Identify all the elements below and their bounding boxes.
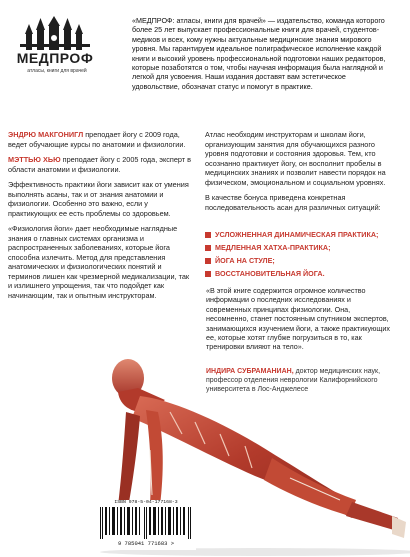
- bullet-square-icon: [205, 232, 211, 238]
- bullet-square-icon: [205, 271, 211, 277]
- top-band: [0, 0, 410, 120]
- review-author-title: доктор медицинских наук, профессор отделения неврологии Калифорнийского университета в Лос-Анджелесе: [206, 368, 381, 393]
- isbn-barcode: [96, 500, 196, 550]
- author-2-bio: преподает йогу с 2005 года, эксперт в области анатомии и физиологии.: [8, 155, 192, 174]
- bullet-square-icon: [205, 245, 211, 251]
- author-1: [8, 130, 195, 149]
- barcode-digits: 9 785041 771683 >: [117, 540, 175, 547]
- right-paragraph-1: Атлас необходим инструкторам и школам йоги, организующим занятия для обучающихся разного уровня подготовки и состояния здоровья. Тем, кто осознанно практикует йогу, он восполнит пробелы в медицинских знаниях и позволит навести порядок на физическом, эмоциональном и социальном уровнях.: [205, 130, 386, 187]
- practice-item: [205, 230, 387, 239]
- practice-list: [205, 230, 387, 282]
- practice-item: [205, 269, 387, 278]
- publisher-description: «МЕДПРОФ: атласы, книги для врачей» — издательство, команда которого более 25 лет выпускает профессиональные книги для врачей, студентов-медиков и всех, кому нужны актуальные медицинские знания мирового уровня. Мы гарантируем идеальное полиграфическое исполнение каждой книги и высокий уровень профессиональной подготовки наших редакторов, которые позаботятся о том, чтобы научная информация была наглядной и легкой для усвоения. Наши издания доставят вам эстетическое удовольствие, обозначат статус и помогут в практике.: [132, 16, 386, 91]
- author-2: [8, 155, 195, 174]
- publisher-logo: [12, 16, 98, 94]
- review-quote: «В этой книге содержится огромное количество информации о последних исследованиях и современных принципах физиологии. Она, несомненно, станет постоянным спутником экспертов, занимающихся изучением йоги, а также практикующих ее, которые хотят глубже погрузиться в то, как тренировки влияют на тело».: [206, 286, 390, 352]
- bullet-square-icon: [205, 258, 211, 264]
- left-paragraph-3: Эффективность практики йоги зависит как от умения выполнять асаны, так и от знания анатомии и физиологии. Особенно это важно, если у практикующих ее есть проблемы со здоровьем.: [8, 180, 189, 218]
- author-1-bio: преподает йогу с 2009 года, ведет обучающие курсы по анатомии и физиологии.: [8, 130, 186, 149]
- logo-tagline: атласы, книги для врачей: [27, 68, 87, 74]
- author-2-name: МЭТТЬЮ ХЬЮ: [8, 155, 61, 164]
- practice-item: [205, 256, 387, 265]
- logo-brand: МЕДПРОФ: [16, 50, 94, 66]
- practice-label: МЕДЛЕННАЯ ХАТХА-ПРАКТИКА;: [215, 243, 331, 252]
- isbn-number: ISBN 978-5-04-177168-3: [114, 500, 178, 505]
- author-1-name: ЭНДРЮ МАКГОНИГЛ: [8, 130, 84, 139]
- practice-label: ВОССТАНОВИТЕЛЬНАЯ ЙОГА.: [215, 269, 325, 278]
- left-column: [8, 130, 195, 306]
- right-paragraph-2: В качестве бонуса приведена конкретная последовательность асан для различных ситуаций:: [205, 193, 381, 212]
- anatomy-figure-illustration: [0, 330, 410, 557]
- kremlin-towers-icon: [20, 16, 90, 50]
- practice-item: [205, 243, 387, 252]
- left-paragraph-4: «Физиология йоги» дает необходимые наглядные знания о главных системах организма и распространенных заболеваниях, которые йога способна излечить. Метод для представления анатомических и физиологических понятий и терминов лишен как чрезмерной медикализации, так и излишнего упрощения, так что подойдет как начинающим, так и опытным инструкторам.: [8, 224, 190, 300]
- right-column: [205, 130, 395, 218]
- practice-label: УСЛОЖНЕННАЯ ДИНАМИЧЕСКАЯ ПРАКТИКА;: [215, 230, 379, 239]
- review-author-name: ИНДИРА СУБРАМАНИАН,: [206, 368, 294, 375]
- practice-label: ЙОГА НА СТУЛЕ;: [215, 256, 275, 265]
- barcode-icon: [100, 507, 192, 539]
